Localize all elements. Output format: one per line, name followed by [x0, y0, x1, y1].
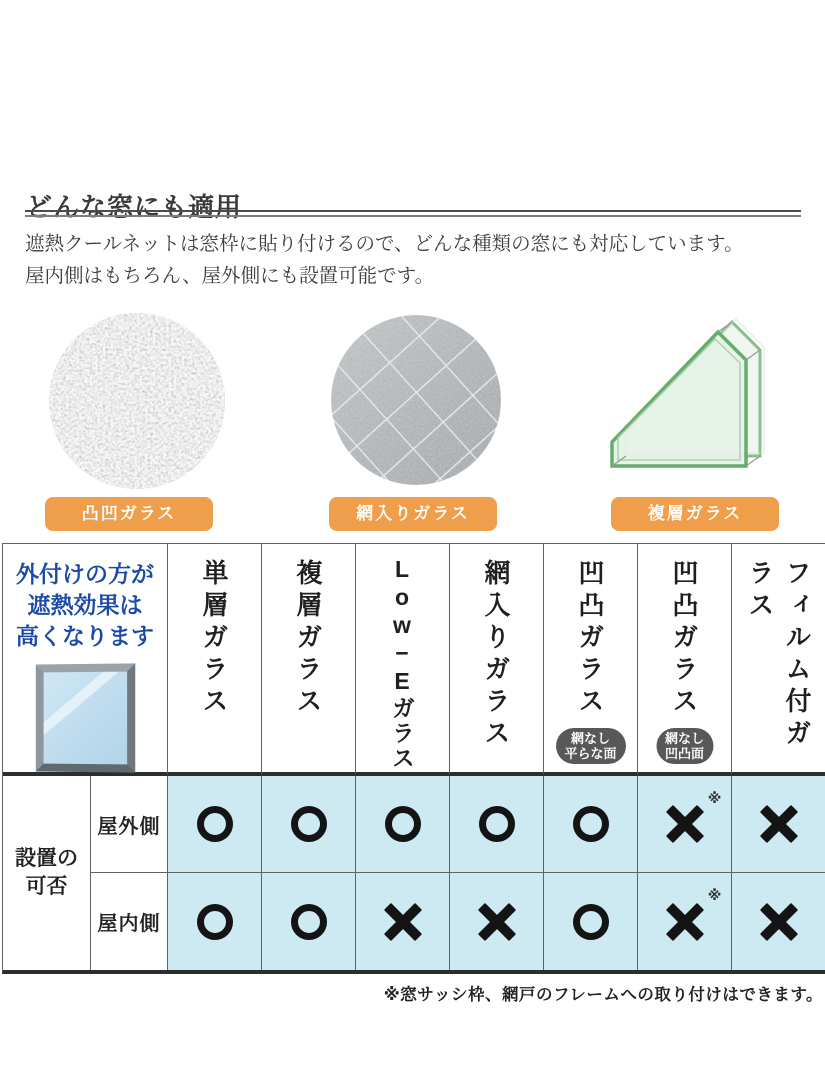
table-footnote: ※窓サッシ枠、網戸のフレームへの取り付けはできます。 [383, 986, 823, 1004]
cell-indoor-low-e [356, 873, 450, 970]
not-possible-cross-mark [478, 903, 516, 941]
possible-circle-mark [385, 806, 421, 842]
col-header-label: フィルム付ガラス [745, 559, 812, 751]
col-header-label: 複層ガラス [293, 559, 323, 719]
compatibility-table [2, 543, 825, 974]
intro-line-2: 屋内側はもちろん、屋外側にも設置可能です。 [25, 265, 435, 287]
badge-line: 凹凸面 [664, 746, 705, 761]
side-note [16, 559, 154, 652]
not-possible-cross-mark [666, 805, 704, 843]
row-group-line-2: 可否 [25, 875, 68, 898]
not-possible-cross-mark [760, 903, 798, 941]
intro-text [25, 228, 805, 292]
window-illustration [36, 663, 135, 772]
col-header-fukusou [262, 544, 356, 776]
row-label-outdoor: 屋外側 [91, 776, 168, 873]
cell-outdoor-low-e [356, 776, 450, 873]
col-header-outotsu-flat [544, 544, 638, 776]
cell-indoor-tansou [168, 873, 262, 970]
badge-line: 平らな面 [564, 746, 617, 761]
cell-indoor-film [732, 873, 825, 970]
cell-outdoor-outotsu-rough [638, 776, 732, 873]
cell-outdoor-film [732, 776, 825, 873]
side-note-line-2: 遮熱効果は [27, 591, 143, 618]
side-note-line-3: 高くなります [16, 622, 154, 649]
intro-line-1: 遮熱クールネットは窓枠に貼り付けるので、どんな種類の窓にも対応しています。 [25, 233, 744, 255]
col-header-label: 凹凸ガラス [669, 559, 699, 719]
cell-indoor-amiiri [450, 873, 544, 970]
textured-glass-photo [48, 312, 226, 495]
sample-label-amiiri: 網入りガラス [329, 497, 497, 531]
footnote-reference-mark: ※ [707, 789, 722, 806]
wired-glass-photo [330, 314, 502, 491]
row-label-indoor: 屋内側 [91, 873, 168, 970]
row-group-line-1: 設置の [15, 847, 78, 870]
possible-circle-mark [197, 904, 233, 940]
possible-circle-mark [479, 806, 515, 842]
side-note-line-1: 外付けの方が [16, 560, 154, 587]
row-group-label [3, 776, 91, 970]
badge-line: 網なし [664, 731, 705, 746]
col-header-outotsu-rough [638, 544, 732, 776]
col-header-label: Low−Eガラス [389, 556, 415, 771]
possible-circle-mark [291, 904, 327, 940]
cell-outdoor-amiiri [450, 776, 544, 873]
col-header-tansou [168, 544, 262, 776]
cell-indoor-fukusou [262, 873, 356, 970]
possible-circle-mark [291, 806, 327, 842]
double-glazing-illustration [592, 310, 782, 500]
possible-circle-mark [573, 806, 609, 842]
col-header-label: 網入りガラス [481, 559, 511, 751]
cell-indoor-outotsu-rough [638, 873, 732, 970]
col-header-low-e [356, 544, 450, 776]
not-possible-cross-mark [384, 903, 422, 941]
footnote-reference-mark: ※ [707, 887, 722, 903]
cell-indoor-outotsu-flat [544, 873, 638, 970]
col-header-amiiri [450, 544, 544, 776]
possible-circle-mark [573, 904, 609, 940]
col-header-label: 凹凸ガラス [575, 559, 605, 719]
possible-circle-mark [197, 806, 233, 842]
cell-outdoor-outotsu-flat [544, 776, 638, 873]
badge-line: 網なし [570, 731, 611, 746]
table-corner-cell [3, 544, 168, 776]
col-header-film [732, 544, 825, 776]
col-header-label: 単層ガラス [199, 559, 229, 719]
col-header-badge-flat [555, 728, 625, 764]
cell-outdoor-fukusou [262, 776, 356, 873]
sample-label-dekoboko: 凸凹ガラス [45, 497, 213, 531]
not-possible-cross-mark [760, 805, 798, 843]
page-title: どんな窓にも適用 [26, 192, 243, 223]
col-header-badge-rough [656, 728, 713, 764]
cell-outdoor-tansou [168, 776, 262, 873]
title-underline [25, 210, 801, 217]
sample-label-fukusou: 複層ガラス [611, 497, 779, 531]
not-possible-cross-mark [666, 903, 704, 941]
